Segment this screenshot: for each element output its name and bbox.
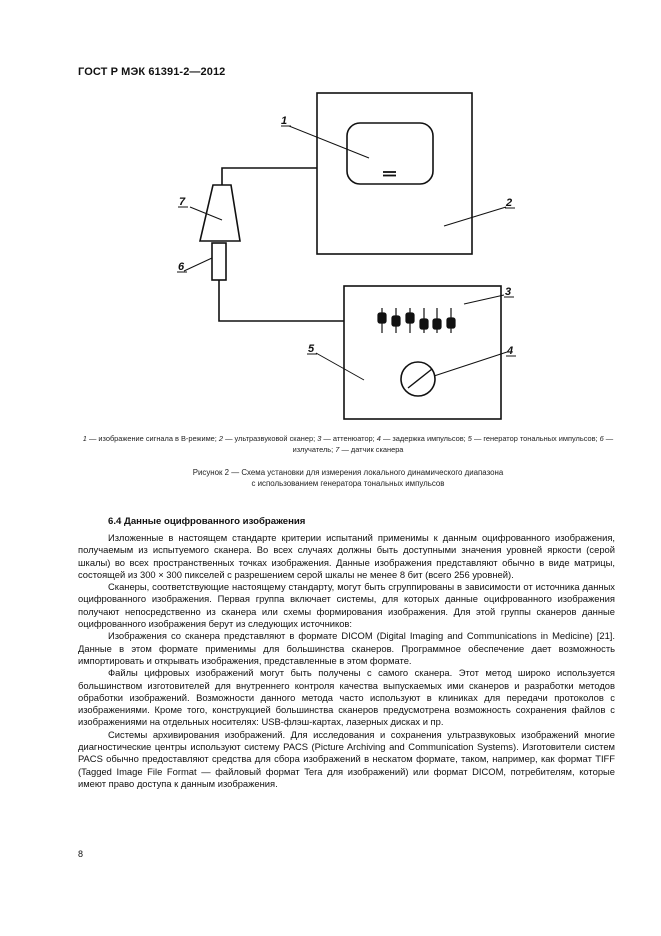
pulse-delay-dial — [401, 362, 435, 396]
paragraph-5: Системы архивирования изображений. Для исследования и сохранения ультразвуковых изображений многие диагностические центры используют систему PACS (Picture Archiving and Communication Systems). Изготовители систем PACS обычно предоставляют средства для сбора изображений в нескатом формате, таком, например, как формат TIFF (Tagged Image File Format — файловый формат Tera для изображений) или формат DICOM, потребителям, которые имеют право доступа к данным изображения. — [78, 728, 615, 789]
setup-diagram — [0, 0, 661, 430]
emitter — [212, 243, 226, 280]
callout-2: 2 — [506, 197, 513, 209]
paragraph-2: Сканеры, соответствующие настоящему стандарту, могут быть сгруппированы в зависимости от источника данных оцифрованного изображения. Первая группа включает системы, для которых данные оцифрованного изображения получают непосредственно из сканера или схемы формирования изображения. Для этой группы сканеров данные оцифрованного изображения берут из следующих источников: — [78, 581, 615, 630]
callout-5: 5 — [308, 343, 315, 355]
legend-num-1: 1 — [82, 434, 87, 443]
callout-4: 4 — [507, 345, 514, 357]
page-number: 8 — [78, 849, 84, 859]
scanner-cable — [222, 168, 317, 185]
callout-7: 7 — [179, 196, 186, 208]
legend-num-3: 3 — [317, 434, 322, 443]
tone-burst-generator-box — [344, 286, 501, 419]
callout-3: 3 — [505, 286, 512, 298]
legend-text-4: — задержка импульсов; — [380, 434, 468, 443]
document-header: ГОСТ Р МЭК 61391-2—2012 — [78, 66, 226, 78]
ultrasound-scanner-box — [317, 93, 472, 254]
legend-text-7: — датчик сканера — [339, 445, 404, 454]
legend-text-2: — ультразвуковой сканер; — [223, 434, 318, 443]
figure-caption-line-2: с использованием генератора тональных импульсов — [251, 479, 445, 488]
legend-num-2: 2 — [218, 434, 224, 443]
attenuator-sliders — [378, 308, 455, 333]
legend-num-6: 6 — [599, 434, 604, 443]
legend-text-3: — аттенюатор; — [321, 434, 377, 443]
callout-1: 1 — [281, 115, 288, 127]
figure-legend — [78, 433, 618, 455]
paragraph-3: Изображения со сканера представляют в формате DICOM (Digital Imaging and Communications in Medicine) [21]. Данные в этом формате применимы для большинства сканеров. Программное обеспечение дает возможность импортировать и открывать изображения, представленные в этом формате. — [78, 630, 615, 666]
section-body — [78, 532, 615, 790]
legend-text-1: — изображение сигнала в В-режиме; — [86, 434, 219, 443]
paragraph-4: Файлы цифровых изображений могут быть получены с самого сканера. Этот метод широко используется большинством изготовителей для внутреннего контроля качества выпускаемых ими сканеров и разработки методов обработки изображений. Возможности данного метода часто используют в клиниках для передачи протоколов с изображениями. Кроме того, конструкцией большинства сканеров предусмотрена возможность сохранения файлов с изображениями на отдельных носителях: USB-флэш-картах, лазерных дисках и пр. — [78, 667, 615, 728]
legend-num-7: 7 — [335, 445, 340, 454]
legend-num-4: 4 — [376, 434, 381, 443]
legend-text-6: — излучатель; — [292, 434, 614, 454]
callout-6: 6 — [178, 261, 185, 273]
figure-caption-line-1: Рисунок 2 — Схема установки для измерения локального динамического диапазона — [192, 468, 504, 477]
section-title: 6.4 Данные оцифрованного изображения — [108, 516, 306, 527]
legend-num-5: 5 — [467, 434, 472, 443]
figure-caption — [78, 467, 618, 489]
generator-cable — [219, 280, 344, 321]
legend-text-5: — генератор тональных импульсов; — [471, 434, 600, 443]
paragraph-1: Изложенные в настоящем стандарте критерии испытаний применимы к данным оцифрованного изображения, получаемым из испытуемого сканера. Во всех случаях должны быть доступными значения уровней яркости (серой шкалы) во всех пространственных точках изображения. Данные изображения представляют обычно в виде матрицы, состоящей из 300 × 300 пикселей с разрешением серой шкалы не менее 8 бит (всего 256 уровней). — [78, 532, 615, 580]
